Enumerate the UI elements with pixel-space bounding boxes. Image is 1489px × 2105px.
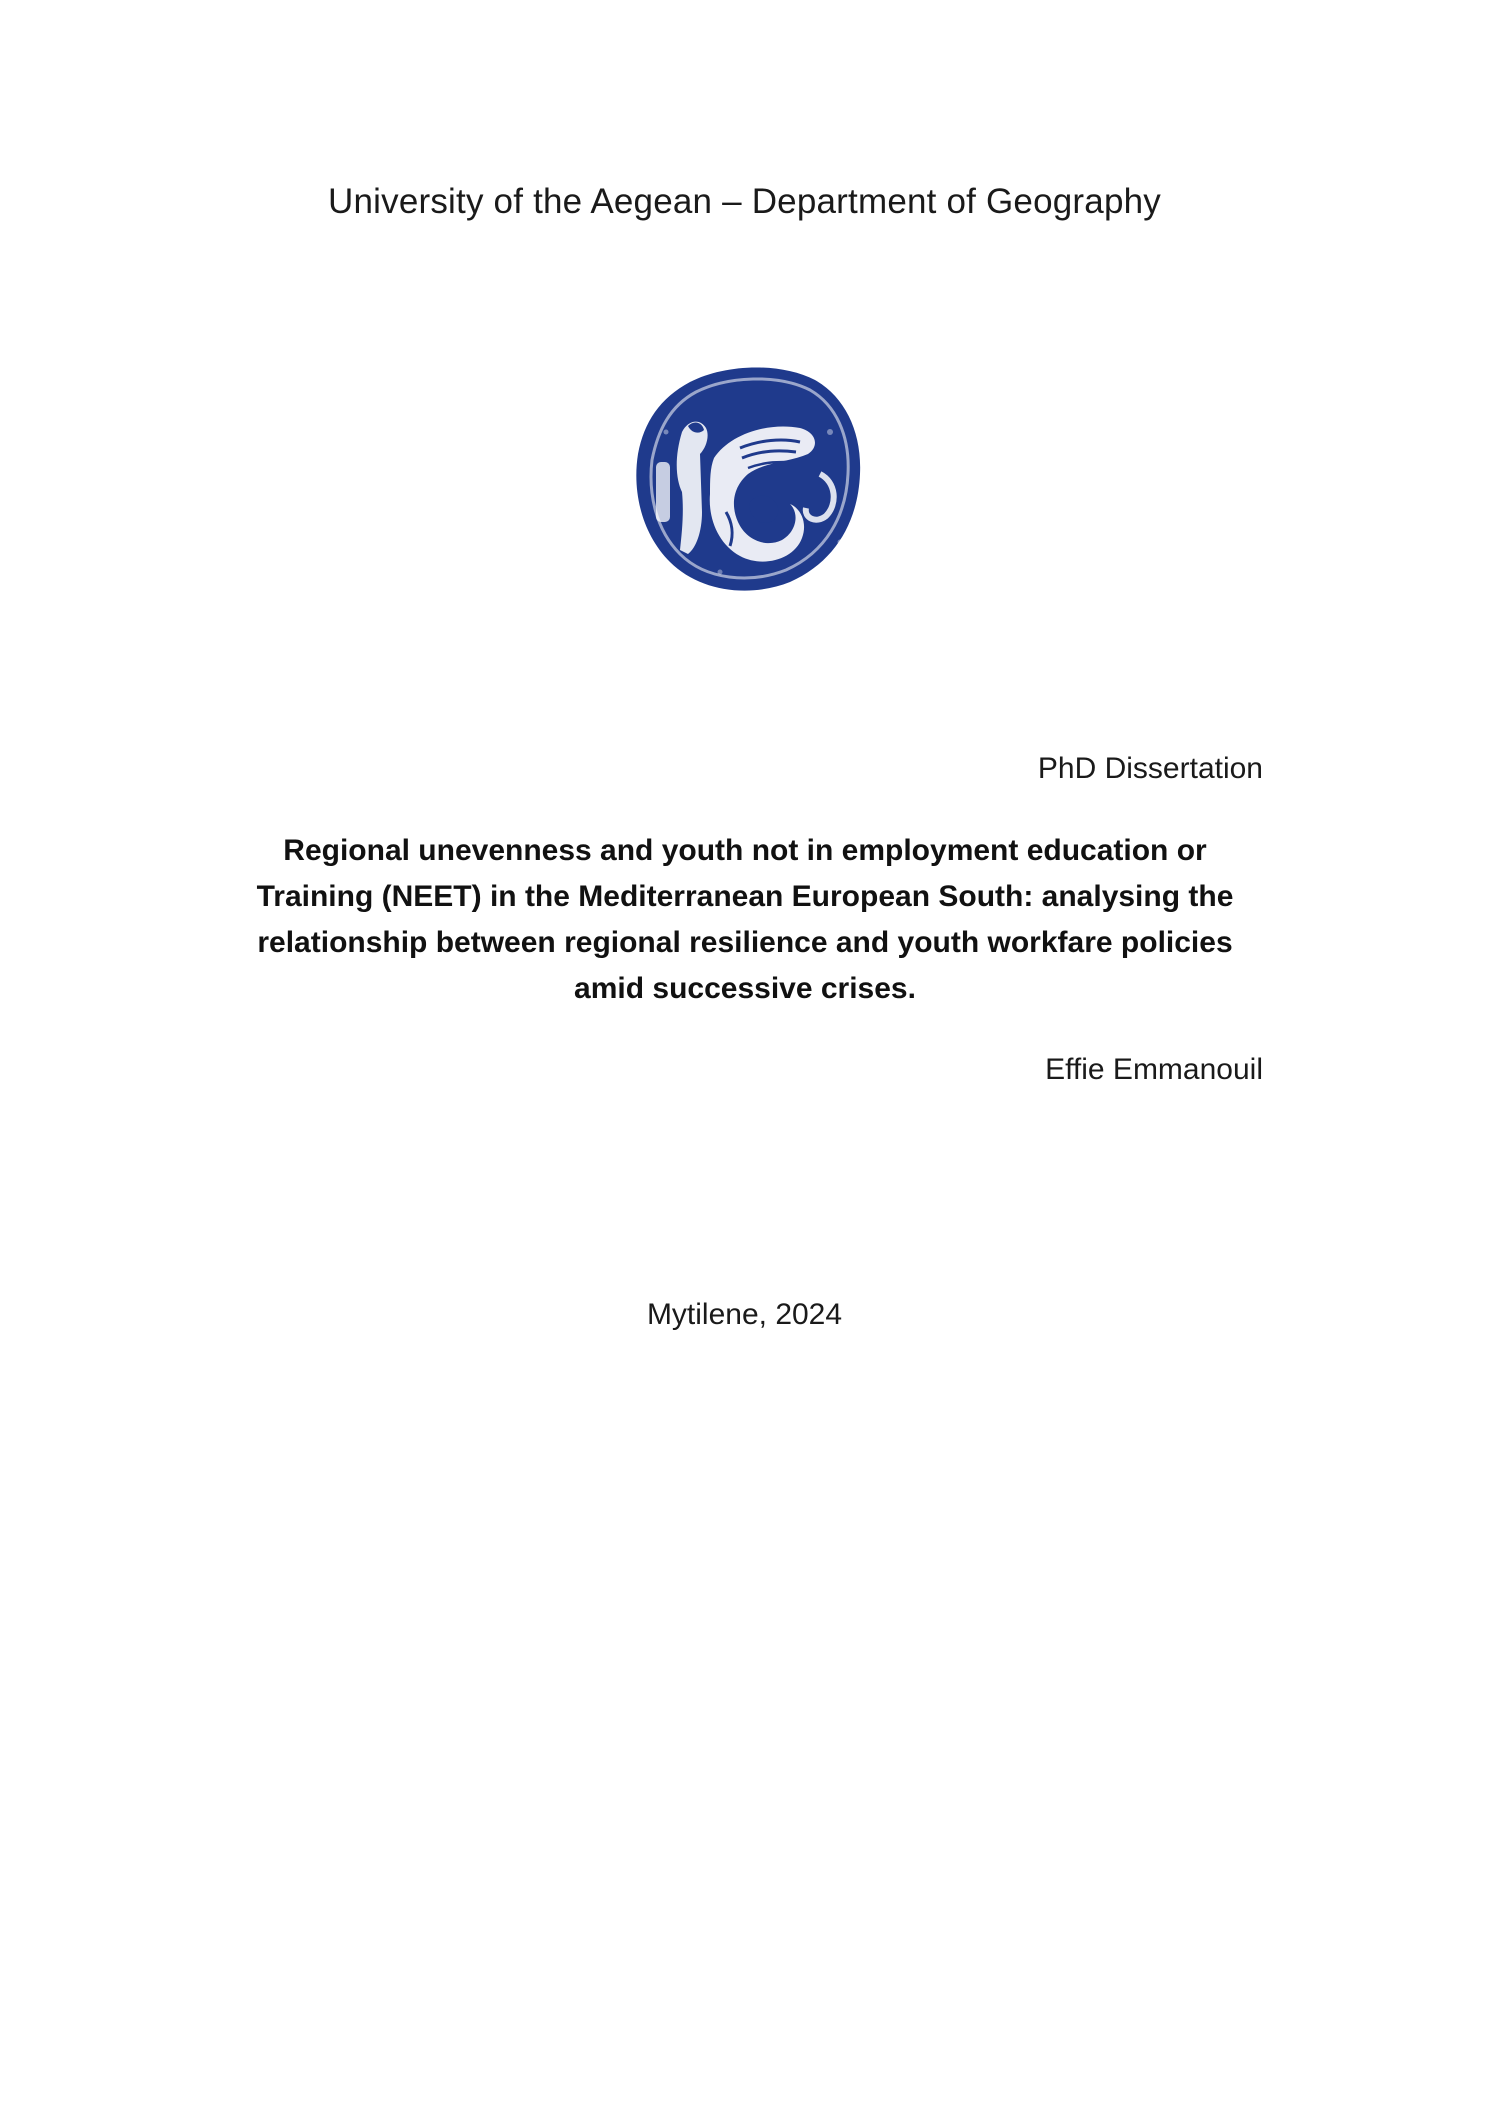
author-name: Effie Emmanouil [1045,1053,1263,1086]
dissertation-title: Regional unevenness and youth not in employment education or Training (NEET) in the Mediterranean European South: analysing the relationship between regional resilience and youth workfare policies amid successive crises. [256,834,1234,1005]
place-and-date: Mytilene, 2024 [646,1298,843,1331]
degree-label: PhD Dissertation [1037,752,1263,785]
university-department-heading: University of the Aegean – Department of Geography [328,182,1161,221]
university-seal-icon [630,362,864,594]
